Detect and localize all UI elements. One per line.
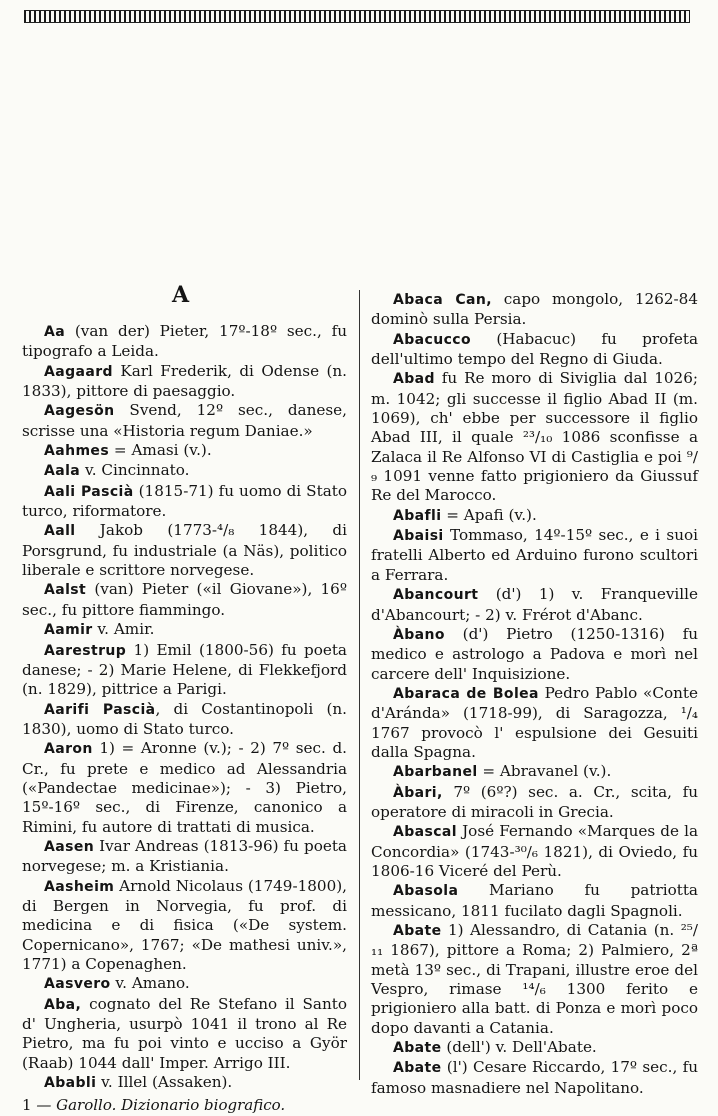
entry-text: 1) Alessandro, di Catania (n. ²⁵/₁₁ 1867), pittore a Roma; 2) Palmiero, 2ª metà 13º sec., di Trapani, illustre eroe del Vespro, rimase ¹⁴/₆ 1300 ferito e prigioniero alla batt. di Ponza e morì poco dopo davanti a Catania. [371,921,698,1037]
dictionary-entry [371,506,698,526]
dictionary-entry [371,526,698,585]
entry-headword: Ababli [44,1075,97,1092]
entry-text: fu Re moro di Siviglia dal 1026; m. 1042; gli successe il figlio Abad II (m. 1069), ch' ebbe per successore il figlio Abad III, il quale ²³/₁₀ 1086 sconfisse a Zalaca il Re Alfonso VI di Castiglia e poi ⁹/₉ 1091 venne fatto prigioniero da Giussuf Re del Marocco. [371,369,698,505]
dictionary-entry [371,1058,698,1098]
dictionary-entry [371,1038,698,1058]
dictionary-entry [22,700,347,740]
entry-headword: Aall [44,523,76,540]
dictionary-entry [371,290,698,330]
entry-headword: Abate [393,1060,442,1077]
entry-text: , di Costantinopoli (n. 1830), uomo di Stato turco. [22,699,347,738]
entry-headword: Aasvero [44,976,111,993]
entry-text: 7º (6º?) sec. a. Cr., scita, fu operatore di miracoli in Grecia. [371,782,698,821]
left-column [22,322,347,1093]
dictionary-entry [22,362,347,402]
entry-text: Arnold Nicolaus (1749-1800), di Bergen in Norvegia, fu prof. di medicina e di fisica («De system. Copernicano», 1767; «De mathesi univ.», 1771) a Copenaghen. [22,876,347,973]
entry-headword: Aali Pascià [44,483,134,500]
entry-headword: Aarestrup [44,642,127,659]
entry-headword: Abancourt [393,587,479,604]
dictionary-entry [371,625,698,684]
entry-headword: Aamir [44,622,93,639]
entry-text: v. Amir. [92,620,155,639]
entry-headword: Abarbanel [393,764,478,781]
dictionary-entry [22,837,347,877]
dictionary-entry [22,974,347,994]
entry-headword: Aaron [44,741,93,758]
entry-headword: Abaca Can, [393,292,492,308]
entry-text: = Abravanel (v.). [477,762,612,781]
dictionary-entry [371,822,698,881]
entry-headword: Abaisi [393,528,444,545]
entry-text: Svend, 12º sec., danese, scrisse una «Historia regum Daniae.» [22,401,347,440]
entry-headword: Aala [44,463,81,480]
entry-text: (van der) Pieter, 17º-18º sec., fu tipografo a Leida. [22,322,347,361]
entry-headword: Aahmes [44,443,110,460]
entry-text: cognato del Re Stefano il Santo d' Ungheria, usurpò 1041 il trono al Re Pietro, ma fu poi vinto e ucciso a Györ (Raab) 1044 dall' Imper. Arrigo III. [22,994,347,1072]
dictionary-entry [22,441,347,461]
dictionary-entry [22,995,347,1073]
dictionary-entry [371,330,698,370]
entry-headword: Abascal [393,824,457,841]
entry-text: (l') Cesare Riccardo, 17º sec., fu famoso masnadiere nel Napolitano. [371,1058,698,1097]
dictionary-entry [22,322,347,362]
entry-headword: Aagaard [44,363,113,380]
entry-text: v. Amano. [110,974,190,993]
dictionary-entry [371,783,698,823]
entry-text: 1) = Aronne (v.); - 2) 7º sec. d. Cr., fu prete e medico ad Alessandria («Pandectae medicinae»); - 3) Pietro, 15º-16º sec., di Firenze, canonico a Rimini, fu autore di trattati di musica. [22,739,347,836]
entry-text: (1815-71) fu uomo di Stato turco, riformatore. [22,481,347,521]
entry-text: (d') 1) v. Franqueville d'Abancourt; - 2) v. Frérot d'Abanc. [371,585,698,624]
entry-headword: Abate [393,1040,442,1057]
entry-text: Karl Frederik, di Odense (n. 1833), pittore di paesaggio. [22,361,347,401]
dictionary-entry [22,739,347,837]
page-footer [22,1096,702,1114]
ornamental-header-rule [24,10,690,23]
column-divider [359,290,360,1080]
dictionary-entry [22,641,347,700]
entry-text: Mariano fu patriotta messicano, 1811 fucilato dagli Spagnoli. [371,881,698,920]
entry-text: (Habacuc) fu profeta dell'ultimo tempo del Regno di Giuda. [371,329,698,369]
entry-text: v. Cincinnato. [80,461,190,480]
entry-text: = Apafi (v.). [441,505,537,524]
right-column [371,290,698,1098]
entry-headword: Abad [393,371,435,388]
entry-headword: Aalst [44,582,87,599]
entry-text: Jakob (1773-⁴/₈ 1844), di Porsgrund, fu industriale (a Näs), politico liberale e scrittore norvegese. [22,521,347,580]
entry-text: capo mongolo, 1262-84 dominò sulla Persia. [371,290,698,329]
entry-headword: Aasheim [44,878,115,895]
entry-headword: Abate [393,923,442,939]
entry-text: Ivar Andreas (1813-96) fu poeta norvegese; m. a Kristiania. [22,836,347,876]
dictionary-entry [22,482,347,522]
entry-text: v. Illel (Assaken). [96,1073,233,1092]
dictionary-entry [371,684,698,762]
entry-headword: Aarifi Pascià [44,701,156,718]
dictionary-entry [371,762,698,782]
entry-headword: Aa [44,324,66,340]
dictionary-entry [22,401,347,441]
entry-text: (van) Pieter («il Giovane»), 16º sec., fu pittore fiammingo. [22,580,347,619]
entry-text: José Fernando «Marques de la Concordia» (1743-³⁰/₆ 1821), di Oviedo, fu 1806-16 Viceré del Perù. [371,822,698,880]
entry-text: = Amasi (v.). [109,441,212,460]
dictionary-entry [22,521,347,580]
dictionary-entry [371,369,698,505]
dictionary-entry [22,620,347,640]
dictionary-entry [22,877,347,975]
dictionary-entry [371,881,698,921]
dictionary-entry [371,921,698,1038]
entry-text: (d') Pietro (1250-1316) fu medico e astrologo a Padova e morì nel carcere dell' Inquisizione. [371,624,698,683]
dictionary-entry [371,585,698,625]
dictionary-entry [22,580,347,620]
dictionary-entry [22,1073,347,1093]
entry-headword: Abasola [393,883,459,900]
section-letter: A [172,282,191,308]
entry-headword: Abaraca de Bolea [393,685,539,702]
entry-headword: Aba, [44,996,82,1013]
signature-mark: 1 [22,1096,32,1114]
entry-text: 1) Emil (1800-56) fu poeta danese; - 2) Marie Helene, di Flekkefjord (n. 1829), pittrice a Parigi. [22,640,347,699]
entry-headword: Aagesön [44,403,115,420]
entry-headword: Abacucco [393,331,471,348]
entry-text: (dell') v. Dell'Abate. [441,1038,597,1057]
entry-text: Pedro Pablo «Conte d'Arándа» (1718-99), di Saragozza, ¹/₄ 1767 provocò l' espulsione dei Gesuiti dalla Spagna. [371,683,698,761]
entry-headword: Àbano [393,626,445,643]
entry-text: Tommaso, 14º-15º sec., e i suoi fratelli Alberto ed Arduino furono scultori a Ferrara. [371,526,698,584]
entry-headword: Aasen [44,838,95,855]
entry-headword: Abafli [393,507,442,524]
dictionary-entry [22,461,347,481]
footer-title: — Garollo. Dizionario biografico. [36,1096,286,1114]
entry-headword: Àbari, [393,784,443,801]
